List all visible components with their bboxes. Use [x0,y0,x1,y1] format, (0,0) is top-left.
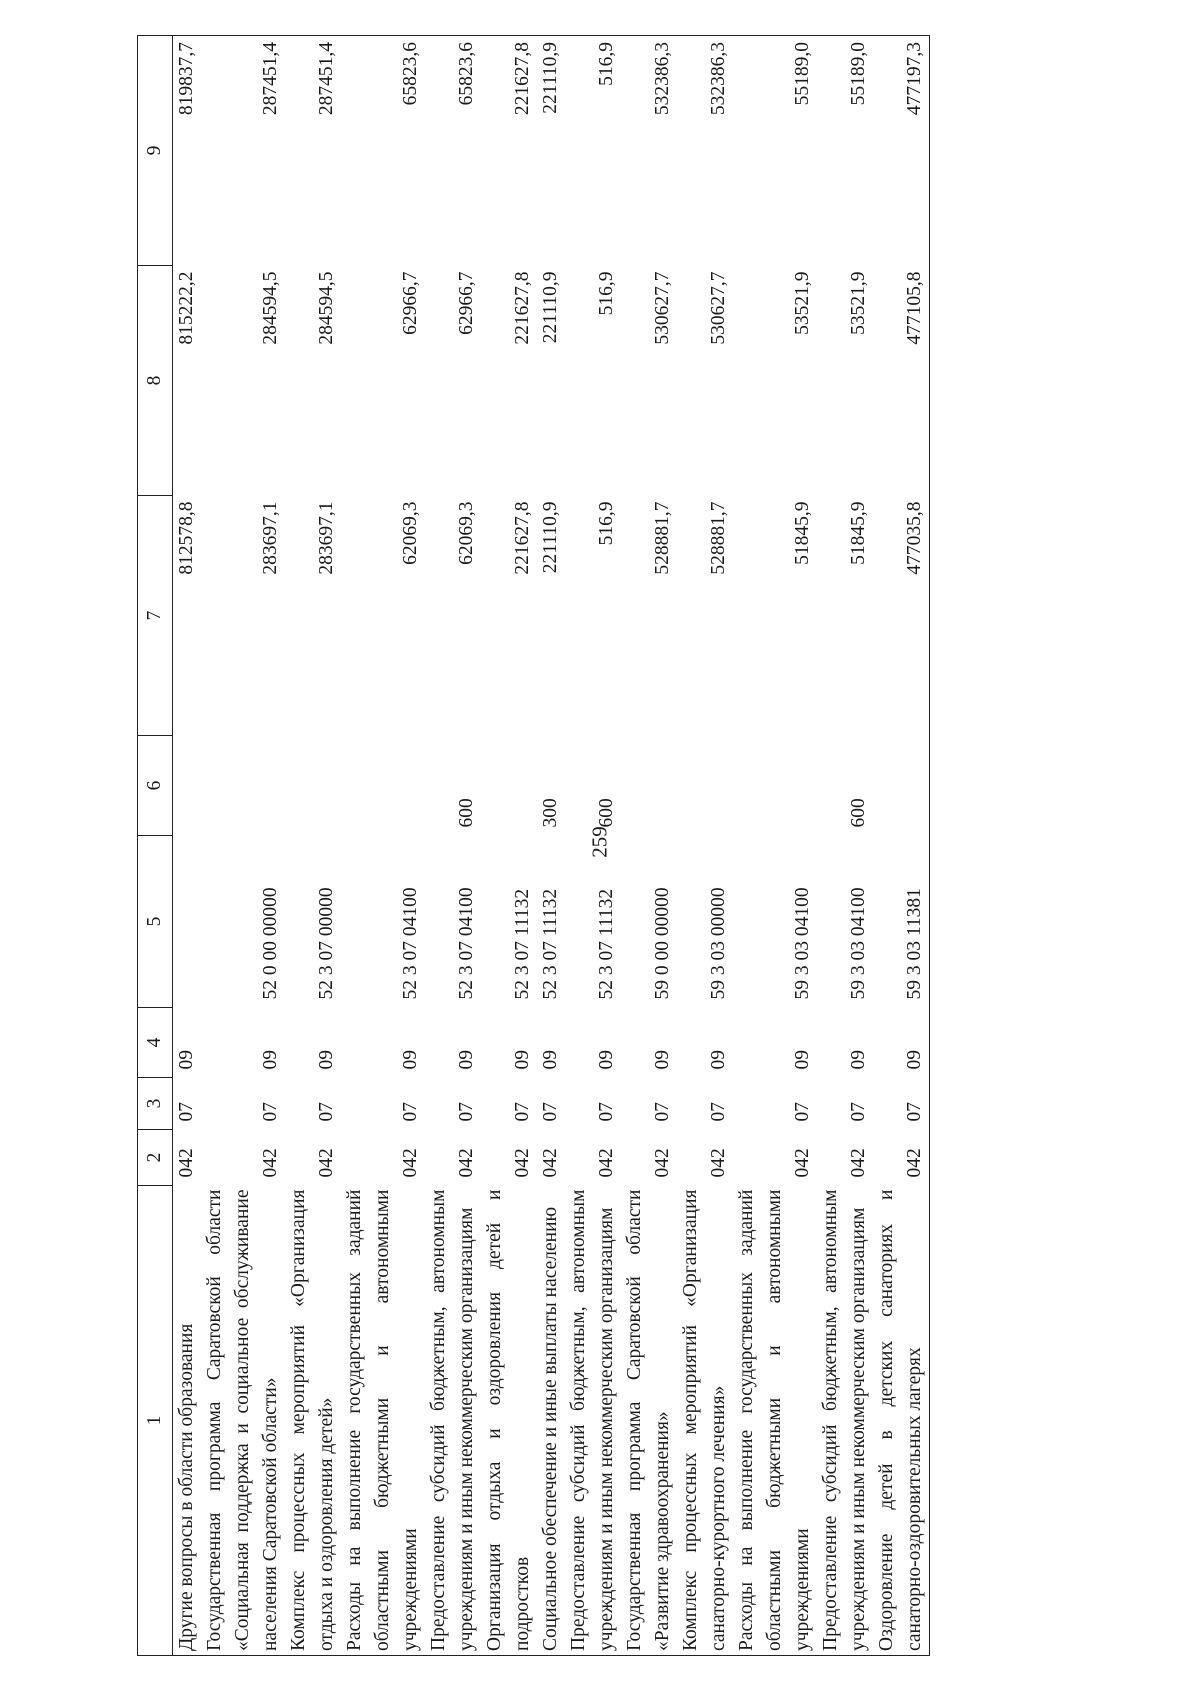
cell-subsection: 09 [260,1050,281,1070]
cell-target-article: 52 0 00 00000 [260,887,281,1000]
cell-target-article: 52 3 07 00000 [316,887,337,1000]
cell-ministry: 042 [596,1148,617,1178]
row-name: Предоставление субсидий бюджетным, автономным учреждениям и иным некоммерческим организациям [568,1189,617,1651]
column-header-5: 5 [138,836,173,1008]
cell-sum-col8: 62966,7 [400,271,421,335]
cell-sum-col9: 221627,8 [512,42,533,116]
cell-sum-col7: 812578,8 [176,501,197,575]
cell-sum-col8: 284594,5 [316,271,337,345]
cell-sum-col7: 62069,3 [400,501,421,565]
cell-ministry: 042 [848,1148,869,1178]
cell-ministry: 042 [400,1148,421,1178]
cell-sum-col7: 516,9 [596,501,617,546]
budget-table [137,35,930,1656]
cell-expense-type [201,736,285,836]
row-name: Расходы на выполнение государственных заданий областными бюджетными и автономными учреждениями [736,1189,813,1651]
cell-sum-col8: 221110,9 [540,271,561,344]
cell-target-article: 59 3 03 04100 [848,887,869,1000]
cell-subsection: 09 [316,1050,337,1070]
cell-target-article: 52 3 07 11132 [540,888,561,1000]
table-row [425,36,481,1656]
cell-section: 07 [904,1102,925,1122]
cell-target-article: 59 0 00 00000 [652,887,673,1000]
cell-sum-col8: 815222,2 [176,271,197,345]
cell-ministry: 042 [904,1148,925,1178]
row-name: Комплекс процессных мероприятий «Организация санаторно-курортного лечения» [680,1189,729,1651]
cell-sum-col7: 221110,9 [540,501,561,574]
table-row [537,36,565,1656]
cell-sum-col7: 221627,8 [512,501,533,575]
cell-target-article: 52 3 07 04100 [400,887,421,1000]
cell-sum-col9: 287451,4 [260,42,281,116]
column-header-7: 7 [138,496,173,736]
rotated-table-container [137,36,1197,1656]
table-row [481,36,537,1656]
cell-sum-col7: 477035,8 [904,501,925,575]
cell-sum-col9: 532386,3 [652,42,673,116]
row-name: Социальное обеспечение и иные выплаты населению [540,1206,561,1651]
cell-sum-col8: 530627,7 [652,271,673,345]
cell-target-article: 59 3 03 11381 [904,888,925,1000]
cell-subsection: 09 [176,1050,197,1070]
row-name: Другие вопросы в области образования [176,1323,197,1651]
cell-ministry: 042 [540,1148,561,1178]
table-header [138,36,173,1656]
cell-subsection: 09 [792,1050,813,1070]
cell-expense-type: 300 [540,798,561,828]
cell-expense-type [873,736,930,836]
row-name: Оздоровление детей в детских санаториях и санаторно-оздоровительных лагерях [876,1189,925,1651]
cell-subsection: 09 [400,1050,421,1070]
cell-sum-col8: 53521,9 [792,271,813,335]
cell-sum-col7: 51845,9 [848,501,869,565]
table-row [873,36,930,1656]
cell-sum-col7: 283697,1 [260,501,281,575]
cell-sum-col8: 516,9 [596,271,617,316]
cell-sum-col8: 284594,5 [260,271,281,345]
cell-sum-col9: 819837,7 [176,42,197,116]
cell-subsection: 09 [708,1050,729,1070]
cell-section: 07 [176,1102,197,1122]
cell-subsection: 09 [652,1050,673,1070]
cell-expense-type [733,736,817,836]
cell-ministry: 042 [512,1148,533,1178]
cell-sum-col9: 516,9 [596,42,617,86]
cell-section: 07 [652,1102,673,1122]
cell-sum-col8: 62966,7 [456,271,477,335]
cell-ministry: 042 [316,1148,337,1178]
cell-expense-type: 600 [456,798,477,828]
row-name: Организация отдыха и оздоровления детей и подростков [484,1189,533,1651]
row-name: Предоставление субсидий бюджетным, автономным учреждениям и иным некоммерческим организациям [820,1189,869,1651]
table-row [285,36,341,1656]
cell-sum-col7: 528881,7 [708,501,729,575]
cell-ministry: 042 [792,1148,813,1178]
cell-expense-type [341,736,425,836]
cell-sum-col9: 287451,4 [316,42,337,116]
cell-sum-col9: 65823,6 [400,42,421,106]
cell-sum-col7: 283697,1 [316,501,337,575]
cell-section: 07 [540,1102,561,1122]
cell-sum-col8: 477105,8 [904,271,925,345]
cell-expense-type [285,736,341,836]
cell-sum-col9: 532386,3 [708,42,729,116]
cell-target-article: 52 3 07 04100 [456,887,477,1000]
table-row [341,36,425,1656]
cell-section: 07 [848,1102,869,1122]
page-number: 259 [587,826,612,858]
cell-expense-type: 600 [596,798,617,828]
cell-section: 07 [708,1102,729,1122]
column-header-1: 1 [138,1186,173,1656]
cell-section: 07 [260,1102,281,1122]
row-name: Государственная программа Саратовской области «Развитие здравоохранения» [624,1189,673,1651]
cell-sum-col9: 65823,6 [456,42,477,106]
cell-sum-col7: 51845,9 [792,501,813,565]
cell-ministry: 042 [708,1148,729,1178]
row-name: Расходы на выполнение государственных заданий областными бюджетными и автономными учреждениями [344,1189,421,1651]
cell-section: 07 [792,1102,813,1122]
cell-target-article [173,836,202,1008]
column-header-6: 6 [138,736,173,836]
cell-expense-type [173,736,202,836]
cell-ministry: 042 [176,1148,197,1178]
cell-ministry: 042 [652,1148,673,1178]
cell-section: 07 [512,1102,533,1122]
cell-section: 07 [596,1102,617,1122]
cell-target-article: 52 3 07 11132 [596,888,617,1000]
cell-section: 07 [316,1102,337,1122]
table-row [733,36,817,1656]
cell-sum-col7: 528881,7 [652,501,673,575]
table-row [621,36,677,1656]
cell-expense-type: 600 [848,798,869,828]
cell-expense-type [677,736,733,836]
cell-sum-col8: 221627,8 [512,271,533,345]
cell-sum-col9: 221110,9 [540,42,561,114]
table-body [173,36,930,1656]
cell-sum-col9: 55189,0 [792,42,813,106]
cell-expense-type [481,736,537,836]
header-row [138,36,173,1656]
cell-sum-col8: 530627,7 [708,271,729,345]
cell-subsection: 09 [904,1050,925,1070]
column-header-4: 4 [138,1008,173,1078]
cell-section: 07 [456,1102,477,1122]
row-name: Комплекс процессных мероприятий «Организация отдыха и оздоровления детей» [288,1189,337,1651]
table-row [677,36,733,1656]
column-header-8: 8 [138,266,173,496]
table-row [201,36,285,1656]
cell-subsection: 09 [456,1050,477,1070]
cell-subsection: 09 [596,1050,617,1070]
cell-ministry: 042 [456,1148,477,1178]
cell-section: 07 [400,1102,421,1122]
table-row [565,36,621,1656]
cell-target-article: 52 3 07 11132 [512,888,533,1000]
cell-target-article: 59 3 03 00000 [708,887,729,1000]
cell-target-article: 59 3 03 04100 [792,887,813,1000]
cell-subsection: 09 [512,1050,533,1070]
table-row [173,36,202,1656]
cell-expense-type [621,736,677,836]
table-row [817,36,873,1656]
cell-subsection: 09 [848,1050,869,1070]
column-header-3: 3 [138,1078,173,1130]
column-header-2: 2 [138,1130,173,1186]
row-name: Предоставление субсидий бюджетным, автономным учреждениям и иным некоммерческим организациям [428,1189,477,1651]
cell-sum-col8: 53521,9 [848,271,869,335]
cell-ministry: 042 [260,1148,281,1178]
row-name: Государственная программа Саратовской области «Социальная поддержка и социальное обслуживание населения Саратовской области» [204,1189,281,1651]
cell-sum-col9: 55189,0 [848,42,869,106]
column-header-9: 9 [138,36,173,266]
cell-sum-col9: 477197,3 [904,42,925,116]
cell-subsection: 09 [540,1050,561,1070]
cell-sum-col7: 62069,3 [456,501,477,565]
